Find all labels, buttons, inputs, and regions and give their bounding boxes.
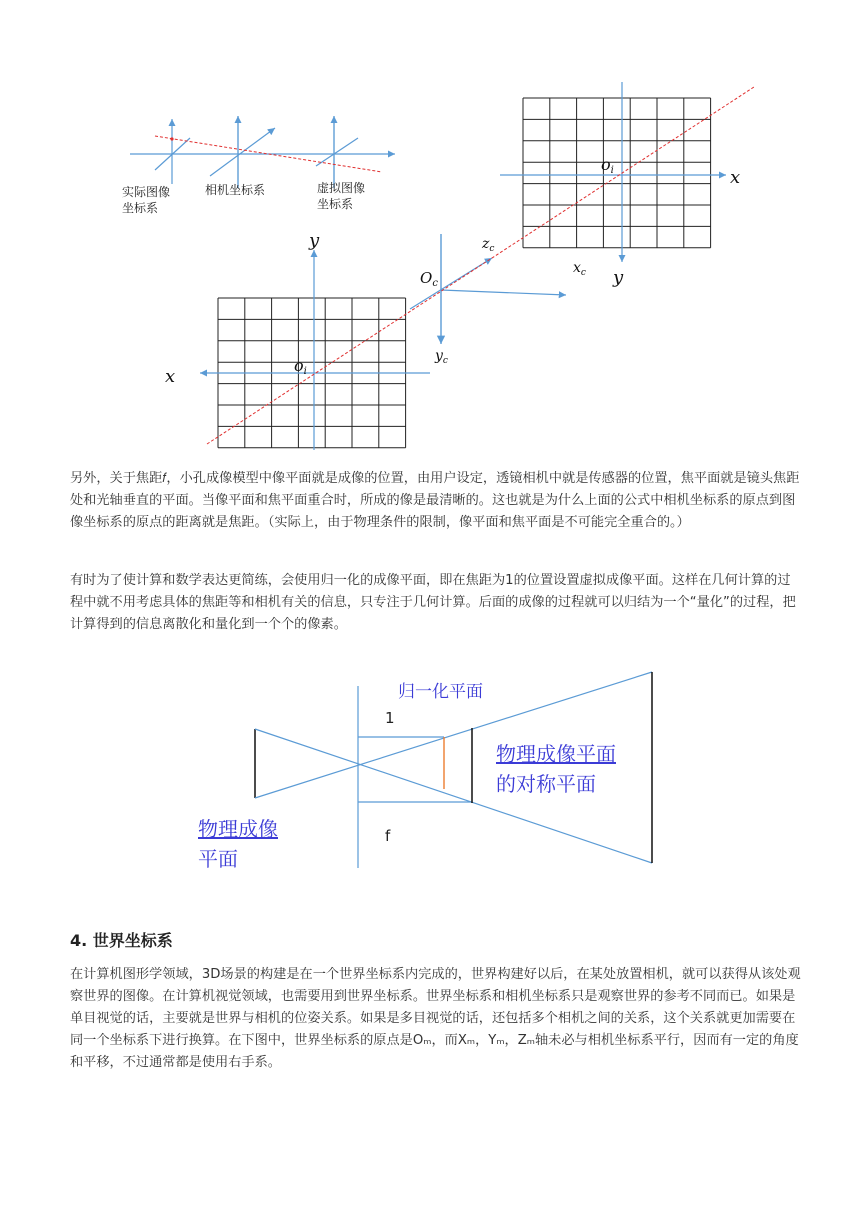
- virtual-frame-label-2: 坐标系: [317, 197, 354, 211]
- right-image-grid: [523, 98, 711, 248]
- camera-frame-label: 相机坐标系: [205, 183, 266, 197]
- actual-frame-label-1: 实际图像: [122, 185, 171, 199]
- left-origin-label: oi: [294, 356, 307, 377]
- xc-label: $x_c$: [573, 260, 586, 278]
- left-y-label: y: [309, 230, 320, 251]
- right-x-label: x: [730, 167, 741, 188]
- world-coordinate-paragraph: 在计算机图形学领域，3D场景的构建是在一个世界坐标系内完成的，世界构建好以后，在某处放置相机，就可以获得从该处观察世界的图像。在计算机视觉领域，也需要用到世界坐标系。世界坐标系和相机坐标系只是观察世界的参考不同而已。如果是单目视觉的话，主要就是世界与相机的位姿关系。如果是多目视觉的话，还包括多个相机之间的关系，这个关系就更加需要在同一个坐标系下进行换算。在下图中，世界坐标系的原点是Oₘ，而Xₘ，Yₘ，Zₘ轴未必与相机坐标系平行，因而有一定的角度和平移，不过通常都是使用右手系。: [70, 967, 801, 1070]
- camera-coordinate-figure: [0, 0, 868, 460]
- zc-label: $z_c$: [482, 236, 495, 254]
- normalized-plane-figure: [0, 660, 868, 890]
- section-heading: 4. 世界坐标系: [70, 931, 173, 950]
- mirror-plane-label-2: 的对称平面: [496, 772, 596, 796]
- right-y-label: y: [613, 267, 624, 288]
- left-x-label: x: [165, 366, 176, 387]
- small-frames-diagram: [122, 116, 395, 215]
- camera-origin-label: $O_c$: [420, 269, 438, 289]
- focal-length-paragraph: 另外，关于焦距𝑓，小孔成像模型中像平面就是成像的位置，由用户设定，透镜相机中就是传感器的位置，焦平面就是镜头焦距处和光轴垂直的平面。当像平面和焦平面重合时，所成的像是最清晰的。这也就是为什么上面的公式中相机坐标系的原点到图像坐标系的原点的距离就是焦距。（实际上，由于物理条件的限制，像平面和焦平面是不可能完全重合的。）: [70, 471, 800, 530]
- projection-ray: [207, 87, 754, 444]
- one-label: 1: [385, 709, 395, 727]
- physical-plane-label-2: 平面: [198, 847, 238, 871]
- normalized-plane-label: 归一化平面: [398, 682, 483, 702]
- right-origin-label: oi: [601, 155, 614, 176]
- f-label: f: [385, 827, 391, 845]
- camera-xc-axis: [441, 290, 566, 295]
- mirror-plane-label-1: 物理成像平面: [496, 742, 616, 766]
- virtual-frame-label-1: 虚拟图像: [317, 181, 366, 195]
- yc-label: $y_c$: [435, 348, 448, 366]
- physical-plane-label-1: 物理成像: [198, 817, 278, 841]
- normalized-plane-paragraph: 有时为了使计算和数学表达更简练，会使用归一化的成像平面，即在焦距为1的位置设置虚拟成像平面。这样在几何计算的过程中就不用考虑具体的焦距等和相机有关的信息，只专注于几何计算。后面的成像的过程就可以归结为一个“量化”的过程，把计算得到的信息离散化和量化到一个个的像素。: [70, 573, 796, 632]
- actual-frame-label-2: 坐标系: [122, 201, 159, 215]
